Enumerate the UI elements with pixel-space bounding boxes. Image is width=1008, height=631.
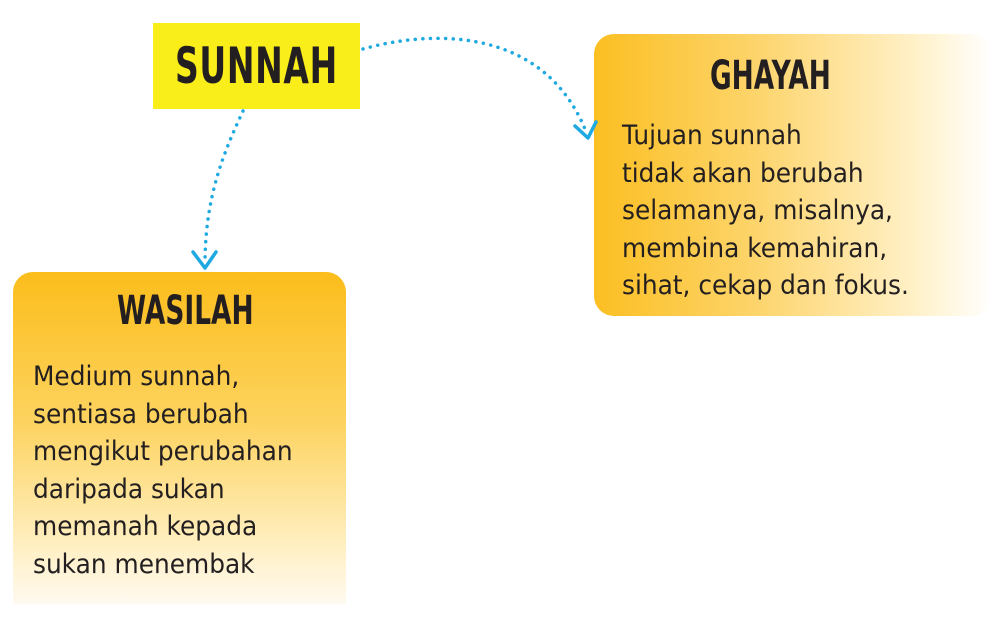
arrowhead-ghayah-icon [575,122,596,138]
ghayah-heading: GHAYAH [710,53,831,99]
wasilah-line: daripada sukan [33,473,225,505]
wasilah-description [33,358,315,583]
arrow-to-ghayah [363,38,587,134]
wasilah-line: sentiasa berubah [33,398,249,430]
sunnah-title: SUNNAH [175,37,338,95]
wasilah-card [13,272,346,604]
ghayah-line: selamanya, misalnya, [622,195,893,226]
ghayah-line: membina kemahiran, [622,232,888,264]
ghayah-line: Tujuan sunnah [622,120,802,151]
ghayah-card [594,34,992,316]
ghayah-line: sihat, cekap dan fokus. [622,270,909,301]
wasilah-line: Medium sunnah, [33,361,240,392]
wasilah-line: sukan menembak [33,548,255,580]
ghayah-line: tidak akan berubah [622,157,864,189]
wasilah-line: mengikut perubahan [33,436,293,467]
ghayah-description [622,117,934,305]
wasilah-line: memanah kepada [33,511,258,542]
arrowhead-wasilah-icon [193,252,216,268]
wasilah-heading: WASILAH [117,288,254,334]
arrow-to-wasilah [205,111,243,264]
sunnah-title-box [153,23,360,109]
